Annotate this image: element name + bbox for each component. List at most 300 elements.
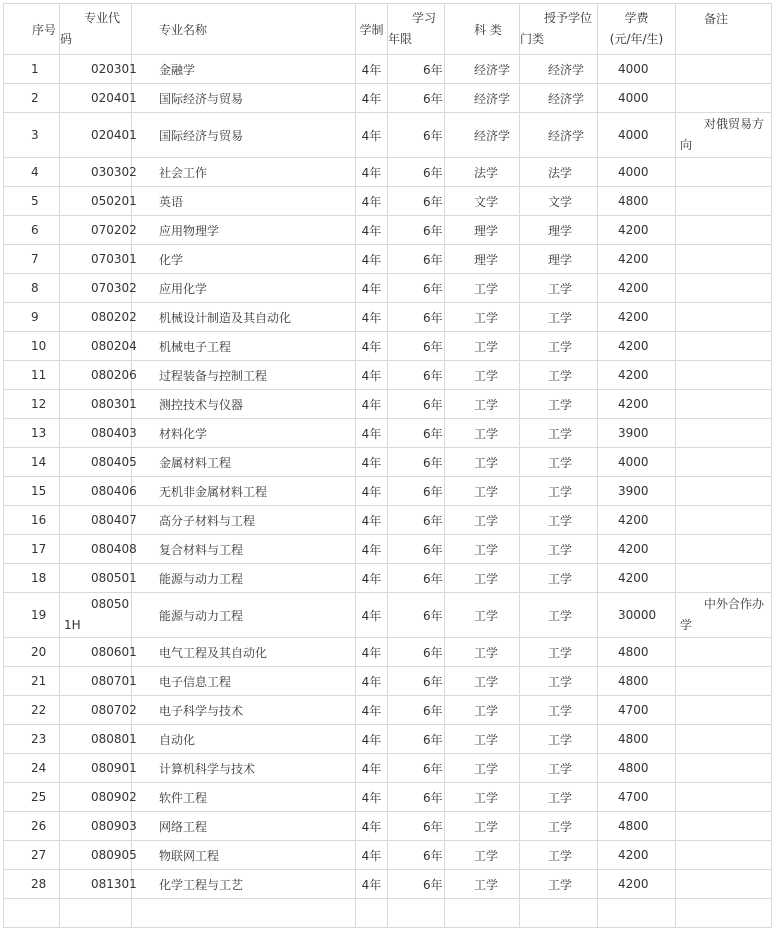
cell-category [445, 899, 520, 928]
cell-degree: 经济学 [520, 84, 598, 113]
cell-name [132, 899, 356, 928]
cell-category: 工学 [445, 754, 520, 783]
cell-years: 6年 [388, 274, 445, 303]
cell-degree: 经济学 [520, 55, 598, 84]
cell-code: 070202 [60, 216, 132, 245]
cell-name: 网络工程 [132, 812, 356, 841]
cell-note [676, 564, 772, 593]
cell-degree: 工学 [520, 696, 598, 725]
cell-degree: 工学 [520, 667, 598, 696]
cell-code: 080601 [60, 638, 132, 667]
cell-idx: 18 [4, 564, 60, 593]
cell-sys: 4年 [356, 390, 388, 419]
cell-sys: 4年 [356, 535, 388, 564]
cell-category: 工学 [445, 812, 520, 841]
cell-degree: 工学 [520, 390, 598, 419]
cell-name: 英语 [132, 187, 356, 216]
cell-fee: 4800 [598, 754, 676, 783]
cell-years: 6年 [388, 158, 445, 187]
cell-idx: 6 [4, 216, 60, 245]
cell-fee: 4000 [598, 113, 676, 158]
cell-idx: 21 [4, 667, 60, 696]
cell-note [676, 216, 772, 245]
cell-fee: 4200 [598, 564, 676, 593]
cell-degree: 工学 [520, 477, 598, 506]
cell-code [60, 899, 132, 928]
cell-category: 工学 [445, 841, 520, 870]
header-sys: 学制 [356, 4, 388, 55]
cell-category: 工学 [445, 725, 520, 754]
table-row [4, 754, 772, 783]
cell-degree: 工学 [520, 812, 598, 841]
cell-sys: 4年 [356, 564, 388, 593]
cell-code: 080902 [60, 783, 132, 812]
cell-fee: 4200 [598, 390, 676, 419]
cell-years: 6年 [388, 303, 445, 332]
cell-sys: 4年 [356, 812, 388, 841]
cell-category: 工学 [445, 564, 520, 593]
cell-years: 6年 [388, 696, 445, 725]
cell-category: 理学 [445, 245, 520, 274]
cell-degree: 工学 [520, 419, 598, 448]
cell-category: 工学 [445, 361, 520, 390]
cell-note [676, 899, 772, 928]
cell-idx: 5 [4, 187, 60, 216]
cell-category: 工学 [445, 390, 520, 419]
cell-sys: 4年 [356, 274, 388, 303]
table-row [4, 113, 772, 158]
table-row [4, 593, 772, 638]
cell-code: 080405 [60, 448, 132, 477]
cell-idx: 25 [4, 783, 60, 812]
cell-fee: 30000 [598, 593, 676, 638]
cell-idx: 9 [4, 303, 60, 332]
header-name: 专业名称 [132, 4, 356, 55]
cell-years: 6年 [388, 841, 445, 870]
cell-degree: 工学 [520, 274, 598, 303]
table-row [4, 638, 772, 667]
table-row [4, 84, 772, 113]
cell-name: 化学工程与工艺 [132, 870, 356, 899]
table-row [4, 245, 772, 274]
cell-fee: 4700 [598, 696, 676, 725]
cell-code: 080702 [60, 696, 132, 725]
cell-idx: 3 [4, 113, 60, 158]
cell-degree: 理学 [520, 245, 598, 274]
cell-years: 6年 [388, 187, 445, 216]
cell-degree: 文学 [520, 187, 598, 216]
cell-category: 工学 [445, 419, 520, 448]
cell-degree: 法学 [520, 158, 598, 187]
cell-idx: 15 [4, 477, 60, 506]
cell-idx: 24 [4, 754, 60, 783]
cell-sys: 4年 [356, 113, 388, 158]
cell-note: 对俄贸易方向 [676, 113, 772, 158]
cell-idx: 4 [4, 158, 60, 187]
cell-category: 理学 [445, 216, 520, 245]
table-row [4, 448, 772, 477]
cell-sys: 4年 [356, 303, 388, 332]
cell-name: 金融学 [132, 55, 356, 84]
cell-code: 080301 [60, 390, 132, 419]
cell-years: 6年 [388, 725, 445, 754]
cell-fee: 4200 [598, 216, 676, 245]
cell-degree: 工学 [520, 725, 598, 754]
cell-years: 6年 [388, 667, 445, 696]
cell-note [676, 841, 772, 870]
cell-name: 过程装备与控制工程 [132, 361, 356, 390]
cell-fee: 4800 [598, 725, 676, 754]
cell-degree: 经济学 [520, 113, 598, 158]
cell-name: 物联网工程 [132, 841, 356, 870]
cell-fee: 4200 [598, 841, 676, 870]
cell-years: 6年 [388, 361, 445, 390]
table-row [4, 696, 772, 725]
cell-sys: 4年 [356, 158, 388, 187]
cell-category: 工学 [445, 274, 520, 303]
cell-sys: 4年 [356, 332, 388, 361]
cell-name: 软件工程 [132, 783, 356, 812]
table-row [4, 841, 772, 870]
cell-name: 社会工作 [132, 158, 356, 187]
cell-fee: 4200 [598, 245, 676, 274]
cell-code: 080407 [60, 506, 132, 535]
cell-years: 6年 [388, 812, 445, 841]
cell-code: 080801 [60, 725, 132, 754]
cell-sys: 4年 [356, 783, 388, 812]
cell-name: 自动化 [132, 725, 356, 754]
cell-category: 工学 [445, 332, 520, 361]
table-row [4, 535, 772, 564]
cell-years: 6年 [388, 419, 445, 448]
cell-category: 工学 [445, 667, 520, 696]
cell-note: 中外合作办学 [676, 593, 772, 638]
cell-code: 081301 [60, 870, 132, 899]
cell-category: 法学 [445, 158, 520, 187]
cell-years: 6年 [388, 593, 445, 638]
cell-code: 080905 [60, 841, 132, 870]
cell-category: 工学 [445, 783, 520, 812]
table-row [4, 477, 772, 506]
cell-degree: 工学 [520, 332, 598, 361]
cell-years: 6年 [388, 535, 445, 564]
cell-years [388, 899, 445, 928]
table-row [4, 332, 772, 361]
cell-fee: 3900 [598, 419, 676, 448]
cell-idx: 12 [4, 390, 60, 419]
cell-name: 复合材料与工程 [132, 535, 356, 564]
cell-years: 6年 [388, 477, 445, 506]
cell-name: 测控技术与仪器 [132, 390, 356, 419]
cell-fee: 4200 [598, 506, 676, 535]
cell-note [676, 303, 772, 332]
cell-sys: 4年 [356, 419, 388, 448]
table-row [4, 187, 772, 216]
cell-category: 工学 [445, 696, 520, 725]
cell-name: 高分子材料与工程 [132, 506, 356, 535]
cell-category: 经济学 [445, 55, 520, 84]
cell-years: 6年 [388, 113, 445, 158]
majors-table [3, 3, 772, 928]
cell-idx: 7 [4, 245, 60, 274]
cell-fee: 4200 [598, 870, 676, 899]
table-row [4, 216, 772, 245]
cell-note [676, 725, 772, 754]
cell-note [676, 477, 772, 506]
cell-years: 6年 [388, 390, 445, 419]
table-row [4, 303, 772, 332]
cell-code: 020301 [60, 55, 132, 84]
cell-note [676, 812, 772, 841]
cell-fee: 4800 [598, 667, 676, 696]
cell-years: 6年 [388, 783, 445, 812]
cell-idx: 8 [4, 274, 60, 303]
cell-degree: 工学 [520, 535, 598, 564]
header-code: 专业代 码 [60, 4, 132, 55]
cell-sys: 4年 [356, 216, 388, 245]
table-row [4, 783, 772, 812]
cell-years: 6年 [388, 870, 445, 899]
cell-category: 工学 [445, 506, 520, 535]
cell-code: 080406 [60, 477, 132, 506]
cell-name: 国际经济与贸易 [132, 84, 356, 113]
cell-idx: 26 [4, 812, 60, 841]
cell-name: 机械电子工程 [132, 332, 356, 361]
cell-code: 080701 [60, 667, 132, 696]
table-row [4, 899, 772, 928]
cell-degree: 工学 [520, 361, 598, 390]
cell-code: 080408 [60, 535, 132, 564]
cell-code: 050201 [60, 187, 132, 216]
cell-idx: 19 [4, 593, 60, 638]
cell-sys: 4年 [356, 696, 388, 725]
cell-idx: 2 [4, 84, 60, 113]
cell-name: 电气工程及其自动化 [132, 638, 356, 667]
cell-category: 文学 [445, 187, 520, 216]
cell-idx: 11 [4, 361, 60, 390]
cell-fee: 4700 [598, 783, 676, 812]
cell-fee: 3900 [598, 477, 676, 506]
cell-category: 工学 [445, 477, 520, 506]
cell-fee [598, 899, 676, 928]
cell-degree [520, 899, 598, 928]
cell-fee: 4200 [598, 303, 676, 332]
table-row [4, 812, 772, 841]
cell-note [676, 870, 772, 899]
table-row [4, 55, 772, 84]
cell-sys: 4年 [356, 361, 388, 390]
cell-code: 030302 [60, 158, 132, 187]
table-row [4, 158, 772, 187]
cell-degree: 工学 [520, 754, 598, 783]
cell-years: 6年 [388, 638, 445, 667]
cell-idx: 14 [4, 448, 60, 477]
table-row [4, 361, 772, 390]
cell-code: 080501 [60, 564, 132, 593]
table-row [4, 870, 772, 899]
cell-years: 6年 [388, 448, 445, 477]
cell-degree: 工学 [520, 870, 598, 899]
table-row [4, 725, 772, 754]
cell-name: 能源与动力工程 [132, 564, 356, 593]
cell-note [676, 783, 772, 812]
cell-sys: 4年 [356, 245, 388, 274]
cell-note [676, 361, 772, 390]
cell-name: 能源与动力工程 [132, 593, 356, 638]
cell-sys: 4年 [356, 725, 388, 754]
header-category: 科 类 [445, 4, 520, 55]
cell-note [676, 390, 772, 419]
cell-years: 6年 [388, 564, 445, 593]
table-row [4, 564, 772, 593]
cell-code: 080202 [60, 303, 132, 332]
cell-note [676, 158, 772, 187]
cell-note [676, 535, 772, 564]
cell-fee: 4200 [598, 274, 676, 303]
header-row [4, 4, 772, 55]
cell-degree: 工学 [520, 303, 598, 332]
cell-code: 080501H [60, 593, 132, 638]
cell-note [676, 754, 772, 783]
cell-category: 工学 [445, 535, 520, 564]
cell-years: 6年 [388, 216, 445, 245]
cell-name: 国际经济与贸易 [132, 113, 356, 158]
table-row [4, 274, 772, 303]
cell-years: 6年 [388, 506, 445, 535]
cell-sys: 4年 [356, 754, 388, 783]
cell-fee: 4200 [598, 361, 676, 390]
cell-name: 计算机科学与技术 [132, 754, 356, 783]
cell-fee: 4800 [598, 638, 676, 667]
cell-note [676, 332, 772, 361]
cell-idx: 17 [4, 535, 60, 564]
cell-category: 经济学 [445, 113, 520, 158]
cell-category: 经济学 [445, 84, 520, 113]
cell-name: 电子科学与技术 [132, 696, 356, 725]
cell-code: 070302 [60, 274, 132, 303]
cell-category: 工学 [445, 448, 520, 477]
cell-sys: 4年 [356, 84, 388, 113]
cell-idx: 1 [4, 55, 60, 84]
cell-fee: 4000 [598, 158, 676, 187]
cell-note [676, 448, 772, 477]
cell-category: 工学 [445, 870, 520, 899]
cell-note [676, 55, 772, 84]
cell-years: 6年 [388, 55, 445, 84]
cell-note [676, 696, 772, 725]
cell-fee: 4000 [598, 55, 676, 84]
cell-fee: 4800 [598, 187, 676, 216]
cell-note [676, 638, 772, 667]
cell-name: 应用物理学 [132, 216, 356, 245]
cell-note [676, 245, 772, 274]
cell-degree: 工学 [520, 448, 598, 477]
cell-degree: 工学 [520, 506, 598, 535]
table-row [4, 506, 772, 535]
cell-fee: 4200 [598, 535, 676, 564]
cell-idx: 28 [4, 870, 60, 899]
header-fee: 学费 (元/年/生) [598, 4, 676, 55]
cell-code: 080903 [60, 812, 132, 841]
cell-category: 工学 [445, 303, 520, 332]
cell-sys: 4年 [356, 477, 388, 506]
cell-note [676, 84, 772, 113]
cell-name: 无机非金属材料工程 [132, 477, 356, 506]
cell-code: 080403 [60, 419, 132, 448]
cell-degree: 工学 [520, 841, 598, 870]
cell-idx: 22 [4, 696, 60, 725]
cell-name: 电子信息工程 [132, 667, 356, 696]
cell-sys [356, 899, 388, 928]
cell-note [676, 506, 772, 535]
cell-fee: 4200 [598, 332, 676, 361]
cell-sys: 4年 [356, 187, 388, 216]
cell-idx: 16 [4, 506, 60, 535]
cell-code: 020401 [60, 84, 132, 113]
cell-sys: 4年 [356, 506, 388, 535]
cell-fee: 4000 [598, 448, 676, 477]
cell-sys: 4年 [356, 55, 388, 84]
cell-degree: 工学 [520, 638, 598, 667]
cell-code: 020401 [60, 113, 132, 158]
cell-years: 6年 [388, 332, 445, 361]
cell-name: 材料化学 [132, 419, 356, 448]
cell-note [676, 274, 772, 303]
cell-years: 6年 [388, 84, 445, 113]
cell-category: 工学 [445, 638, 520, 667]
cell-sys: 4年 [356, 593, 388, 638]
table-row [4, 390, 772, 419]
cell-category: 工学 [445, 593, 520, 638]
cell-degree: 工学 [520, 593, 598, 638]
cell-code: 080206 [60, 361, 132, 390]
cell-note [676, 187, 772, 216]
cell-idx [4, 899, 60, 928]
cell-idx: 10 [4, 332, 60, 361]
header-idx: 序号 [4, 4, 60, 55]
cell-idx: 27 [4, 841, 60, 870]
cell-degree: 理学 [520, 216, 598, 245]
cell-code: 080204 [60, 332, 132, 361]
cell-idx: 20 [4, 638, 60, 667]
table-row [4, 667, 772, 696]
cell-name: 化学 [132, 245, 356, 274]
cell-name: 机械设计制造及其自动化 [132, 303, 356, 332]
cell-sys: 4年 [356, 448, 388, 477]
cell-idx: 23 [4, 725, 60, 754]
header-degree: 授予学位 门类 [520, 4, 598, 55]
cell-years: 6年 [388, 754, 445, 783]
cell-sys: 4年 [356, 870, 388, 899]
cell-sys: 4年 [356, 841, 388, 870]
cell-idx: 13 [4, 419, 60, 448]
cell-fee: 4000 [598, 84, 676, 113]
cell-sys: 4年 [356, 667, 388, 696]
cell-sys: 4年 [356, 638, 388, 667]
cell-note [676, 419, 772, 448]
header-note: 备注 [676, 4, 772, 55]
cell-code: 070301 [60, 245, 132, 274]
table-row [4, 419, 772, 448]
cell-name: 金属材料工程 [132, 448, 356, 477]
cell-degree: 工学 [520, 783, 598, 812]
cell-code: 080901 [60, 754, 132, 783]
cell-name: 应用化学 [132, 274, 356, 303]
cell-years: 6年 [388, 245, 445, 274]
cell-fee: 4800 [598, 812, 676, 841]
header-years: 学习 年限 [388, 4, 445, 55]
cell-note [676, 667, 772, 696]
